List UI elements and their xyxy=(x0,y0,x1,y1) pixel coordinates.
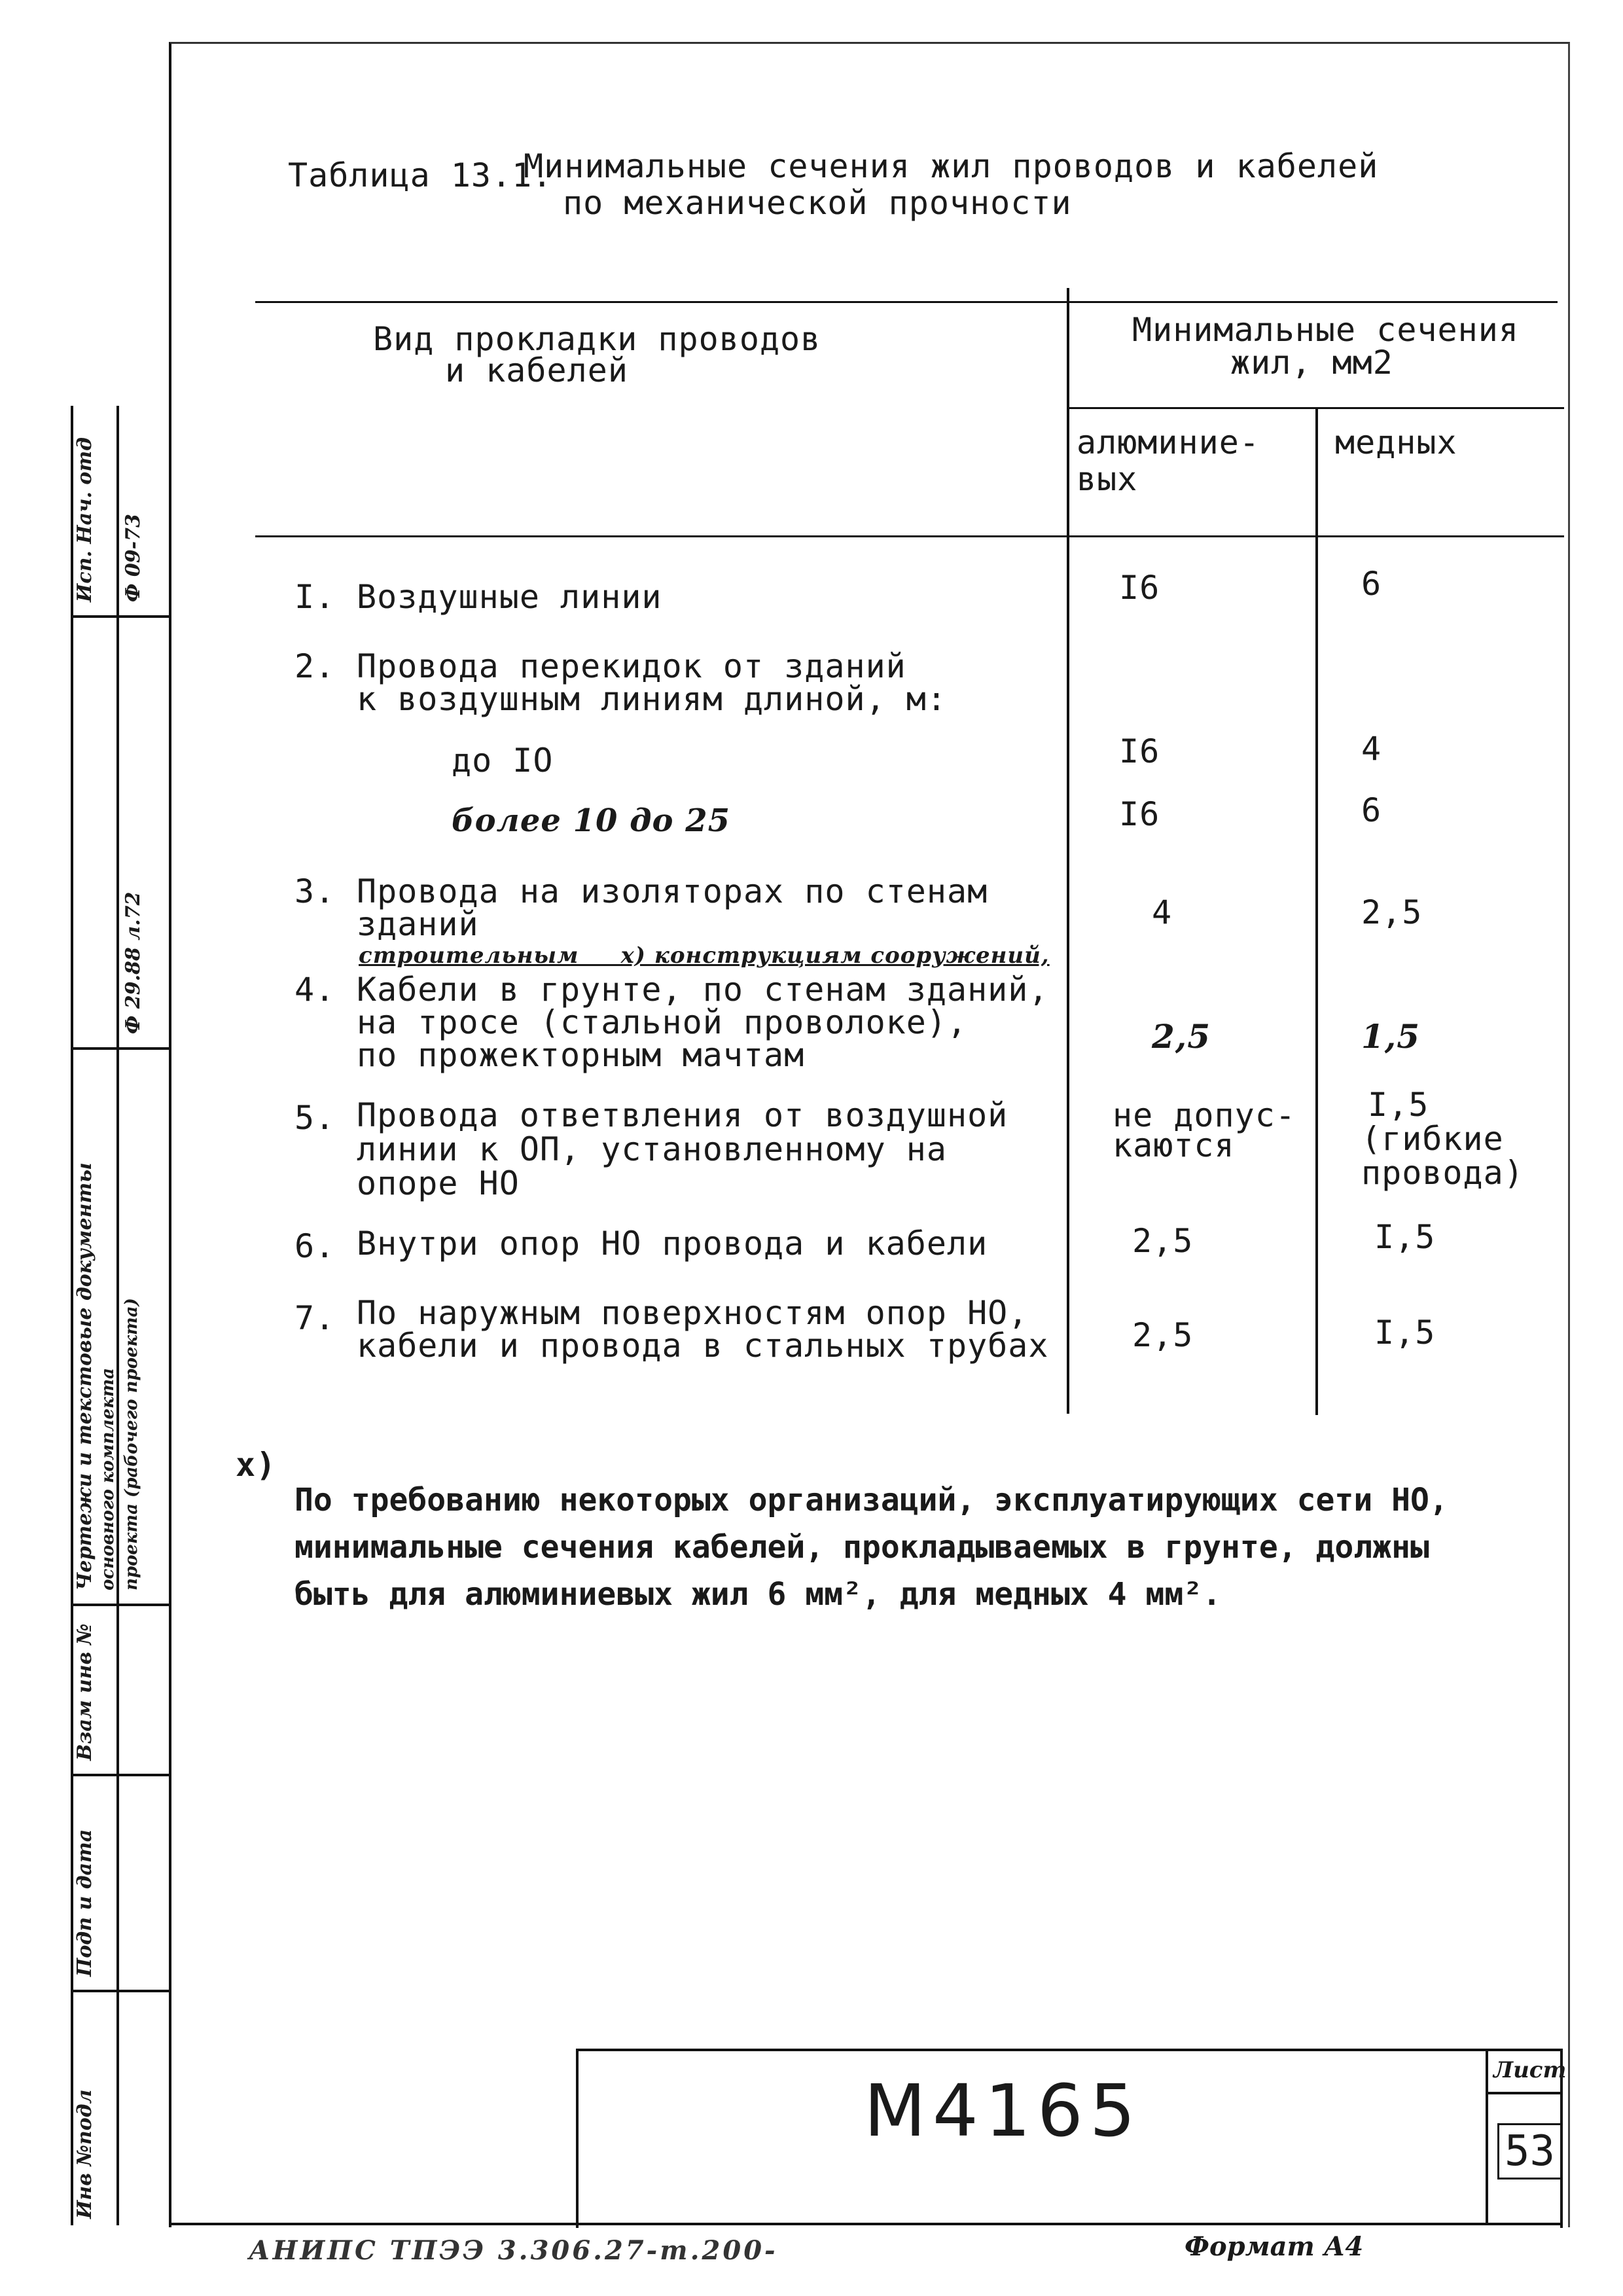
table-col-divider xyxy=(1067,288,1069,1414)
footnote-marker: х) xyxy=(236,1446,277,1484)
row-2-text-line1: Провода перекидок от зданий xyxy=(357,647,906,685)
row-1-text: Воздушные линии xyxy=(357,578,662,616)
side-label-f29: Ф 29.88 л.72 xyxy=(122,891,145,1034)
row-4-num: 4. xyxy=(294,971,336,1009)
side-label-podp-data: Подп и дата xyxy=(73,1829,96,1977)
row-3-alum: 4 xyxy=(1152,893,1173,931)
table-top-rule xyxy=(255,301,1558,303)
row-5-alum-line2: каются xyxy=(1113,1126,1235,1164)
header-col1-line1: Вид прокладки проводов xyxy=(373,320,821,358)
caption-line2: по механической прочности xyxy=(563,184,1072,222)
side-strip-divider-1 xyxy=(71,615,169,618)
footnote-line2: минимальные сечения кабелей, прокладываемых в грунте, должны xyxy=(294,1529,1429,1566)
sheet-label: Лист xyxy=(1493,2057,1567,2083)
row-7-text-line2: кабели и провода в стальных трубах xyxy=(357,1327,1049,1365)
row-5-copper-line2: (гибкие xyxy=(1361,1120,1504,1158)
row-6-num: 6. xyxy=(294,1227,336,1265)
side-strip-divider-2 xyxy=(71,1047,169,1050)
row-4-text-line3: по прожекторным мачтам xyxy=(357,1036,805,1074)
side-label-inv-podl: Инв №подл xyxy=(73,2089,96,2219)
footnote-line1: По требованию некоторых организаций, эксплуатирующих сети НО, xyxy=(294,1482,1448,1518)
side-label-vzam-inv: Взам инв № xyxy=(73,1623,96,1761)
side-strip-divider-4 xyxy=(71,1774,169,1776)
caption-line1: Минимальные сечения жил проводов и кабелей xyxy=(524,147,1379,185)
header-sub-copper: медных xyxy=(1335,423,1457,461)
row-4-alum: 2,5 xyxy=(1152,1017,1211,1056)
row-6-copper: I,5 xyxy=(1374,1218,1436,1256)
row-3-num: 3. xyxy=(294,872,336,910)
frame-bottom-rule xyxy=(169,2223,1560,2225)
row-3-text-line2: зданий xyxy=(357,905,479,943)
footnote-line3: быть для алюминиевых жил 6 мм², для медных 4 мм². xyxy=(294,1576,1222,1613)
row-5-copper-line3: провода) xyxy=(1361,1154,1524,1192)
sheet-number: 53 xyxy=(1497,2123,1562,2179)
side-label-f09: Ф 09-73 xyxy=(122,514,145,602)
row-5-num: 5. xyxy=(294,1099,336,1137)
row-6-text: Внутри опор НО провода и кабели xyxy=(357,1225,988,1263)
table-header-bottom-rule xyxy=(255,535,1564,537)
row-4-text-line2: на тросе (стальной проволоке), xyxy=(357,1003,968,1041)
row-6-alum: 2,5 xyxy=(1132,1222,1194,1260)
row-1-alum: I6 xyxy=(1119,569,1160,607)
title-block-divider xyxy=(1486,2049,1488,2225)
row-2a-alum: I6 xyxy=(1119,732,1160,770)
caption-label: Таблица 13.1. xyxy=(288,156,553,194)
row-5-text-line1: Провода ответвления от воздушной xyxy=(357,1096,1008,1134)
side-strip-divider-5 xyxy=(71,1990,169,1992)
header-group-line2: жил, мм2 xyxy=(1230,344,1393,382)
row-2b-copper: 6 xyxy=(1361,791,1382,829)
header-group-line1: Минимальные сечения xyxy=(1132,311,1519,349)
title-block-sheet-rule xyxy=(1486,2092,1560,2094)
row-2-text-line2: к воздушным линиям длиной, м: xyxy=(357,680,947,718)
bottom-stamp: АНИПС ТПЭЭ 3.306.27-т.200- xyxy=(249,2235,778,2266)
row-5-alum-line1: не допус- xyxy=(1113,1096,1296,1134)
row-4-copper: 1,5 xyxy=(1361,1017,1420,1056)
row-4-text-line1: Кабели в грунте, по стенам зданий, xyxy=(357,971,1049,1009)
row-3-text-line1: Провода на изоляторах по стенам xyxy=(357,872,988,910)
side-label-proekt: проекта (рабочего проекта) xyxy=(122,1298,141,1590)
row-7-text-line1: По наружным поверхностям опор НО, xyxy=(357,1294,1029,1332)
side-label-isp: Исп. Нач. отд xyxy=(73,437,96,602)
side-strip-border-mid xyxy=(116,406,119,2225)
row-2-num: 2. xyxy=(294,647,336,685)
row-2b-alum: I6 xyxy=(1119,795,1160,833)
header-sub-alum-line2: вых xyxy=(1077,460,1138,498)
header-col1-line2: и кабелей xyxy=(445,351,628,389)
handwritten-insert: строительным х) конструкциям сооружений, xyxy=(359,942,1050,969)
drawing-code: М4165 xyxy=(864,2069,1142,2153)
row-3-copper: 2,5 xyxy=(1361,893,1423,931)
format-label: Формат А4 xyxy=(1185,2231,1364,2262)
row-7-num: 7. xyxy=(294,1299,336,1337)
row-2b-text: более 10 до 25 xyxy=(452,802,731,839)
table-sub-divider xyxy=(1315,407,1318,1415)
row-1-num: I. xyxy=(294,578,336,616)
row-1-copper: 6 xyxy=(1361,565,1382,603)
row-2a-copper: 4 xyxy=(1361,730,1382,768)
side-label-drawings: Чертежи и текстовые документы xyxy=(73,1162,96,1590)
side-label-komplekt: основного комплекта xyxy=(98,1368,118,1590)
header-sub-alum-line1: алюминие- xyxy=(1077,423,1260,461)
row-5-text-line2: линии к ОП, установленному на xyxy=(357,1130,947,1168)
row-7-alum: 2,5 xyxy=(1132,1316,1194,1354)
row-7-copper: I,5 xyxy=(1374,1314,1436,1352)
row-5-text-line3: опоре НО xyxy=(357,1164,520,1202)
side-strip-divider-3 xyxy=(71,1604,169,1606)
row-5-copper-line1: I,5 xyxy=(1368,1086,1429,1124)
row-2a-text: до IO xyxy=(452,742,554,780)
